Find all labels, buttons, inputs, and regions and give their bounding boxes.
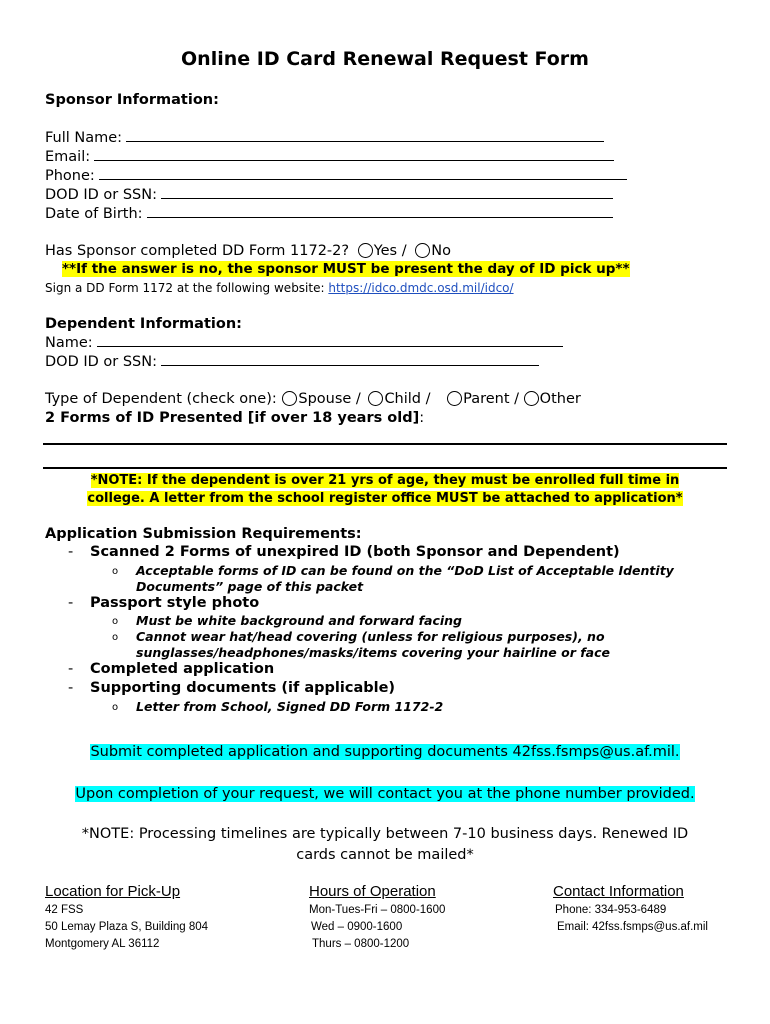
requirement-supporting-docs: Supporting documents (if applicable) (90, 680, 396, 696)
phone-field[interactable] (45, 166, 627, 186)
dependent-dodid-field[interactable] (45, 352, 539, 372)
dob-field[interactable] (45, 204, 613, 224)
dd-form-question-label: Has Sponsor completed DD Form 1172-2? (45, 243, 350, 259)
location-details: 42 FSS 50 Lemay Plaza S, Building 804 Montgomery AL 36112 (45, 904, 209, 950)
dependent-name-field[interactable] (45, 333, 563, 353)
location-heading: Location for Pick-Up (45, 883, 181, 900)
dash-3: - (68, 661, 74, 677)
requirement-scanned-id: Scanned 2 Forms of unexpired ID (both Sponsor and Dependent) (90, 544, 620, 560)
requirement-letter: Letter from School, Signed DD Form 1172-2 (136, 699, 444, 714)
bullet-2: o (112, 616, 119, 627)
child-radio[interactable] (368, 391, 383, 406)
forms-of-id-line-1[interactable] (43, 443, 727, 445)
requirement-application: Completed application (90, 661, 275, 677)
contact-heading: Contact Information (553, 883, 684, 900)
sign-instructions (45, 281, 514, 295)
dependent-dodid-label: DOD ID or SSN: (45, 354, 157, 370)
dash-1: - (68, 544, 74, 560)
dependent-heading: Dependent Information: (45, 316, 242, 332)
parent-radio[interactable] (447, 391, 462, 406)
phone-label: Phone: (45, 168, 95, 184)
other-radio[interactable] (524, 391, 539, 406)
full-name-field[interactable] (45, 128, 604, 148)
child-label: Child / (384, 391, 431, 407)
yes-label: Yes / (373, 243, 407, 259)
requirement-photo-headwear: Cannot wear hat/head covering (unless for religious purposes), no sunglasses/headphones/masks/items covering your hairline or face (136, 629, 610, 660)
dependent-type-label: Type of Dependent (check one): (45, 391, 277, 407)
sponsor-dodid-label: DOD ID or SSN: (45, 187, 157, 203)
dd-form-question (45, 242, 451, 261)
dependent-type (45, 390, 581, 409)
bullet-4: o (112, 702, 119, 713)
full-name-label: Full Name: (45, 130, 123, 146)
dependent-age-note: *NOTE: If the dependent is over 21 yrs of age, they must be enrolled full time in college. A letter from the school register office MUST be attached to application* (87, 473, 683, 506)
submit-notice: Submit completed application and supporting documents 42fss.fsmps@us.af.mil. (90, 744, 680, 760)
sponsor-warning: **If the answer is no, the sponsor MUST be present the day of ID pick up** (62, 261, 630, 277)
sign-text: Sign a DD Form 1172 at the following website: (45, 281, 325, 295)
requirement-photo: Passport style photo (90, 595, 260, 611)
sponsor-dodid-field[interactable] (45, 185, 613, 205)
no-radio[interactable] (415, 243, 430, 258)
parent-label: Parent / (463, 391, 520, 407)
email-label: Email: (45, 149, 91, 165)
bullet-3: o (112, 632, 119, 643)
contact-phone: Phone: 334-953-6489 (555, 904, 667, 916)
yes-radio[interactable] (358, 243, 373, 258)
sponsor-heading: Sponsor Information: (45, 92, 219, 108)
dob-label: Date of Birth: (45, 206, 143, 222)
contact-notice: Upon completion of your request, we will contact you at the phone number provided. (75, 786, 695, 802)
contact-details (555, 902, 708, 936)
email-field[interactable] (45, 147, 614, 167)
no-label: No (431, 243, 451, 259)
forms-of-id-line-2[interactable] (43, 467, 727, 469)
dash-2: - (68, 595, 74, 611)
requirements-heading: Application Submission Requirements: (45, 526, 362, 542)
page-title: Online ID Card Renewal Request Form (181, 48, 589, 70)
requirement-acceptable-id-note: Acceptable forms of ID can be found on the “DoD List of Acceptable Identity Documents” page of this packet (136, 563, 674, 594)
hours-details: Mon-Tues-Fri – 0800-1600 Wed – 0900-1600 Thurs – 0800-1200 (309, 904, 446, 950)
hours-heading: Hours of Operation (309, 883, 436, 900)
spouse-label: Spouse / (298, 391, 361, 407)
requirement-photo-background: Must be white background and forward facing (136, 613, 463, 628)
forms-of-id-label: 2 Forms of ID Presented [if over 18 years old]: (45, 410, 425, 426)
contact-email[interactable]: Email: 42fss.fsmps@us.af.mil (557, 921, 708, 933)
other-label: Other (539, 391, 581, 407)
dependent-name-label: Name: (45, 335, 93, 351)
spouse-radio[interactable] (282, 391, 297, 406)
bullet-1: o (112, 566, 119, 577)
processing-notice: *NOTE: Processing timelines are typically between 7-10 business days. Renewed ID cards cannot be mailed* (81, 826, 689, 863)
dash-4: - (68, 680, 74, 696)
idco-link[interactable]: https://idco.dmdc.osd.mil/idco/ (328, 281, 514, 295)
